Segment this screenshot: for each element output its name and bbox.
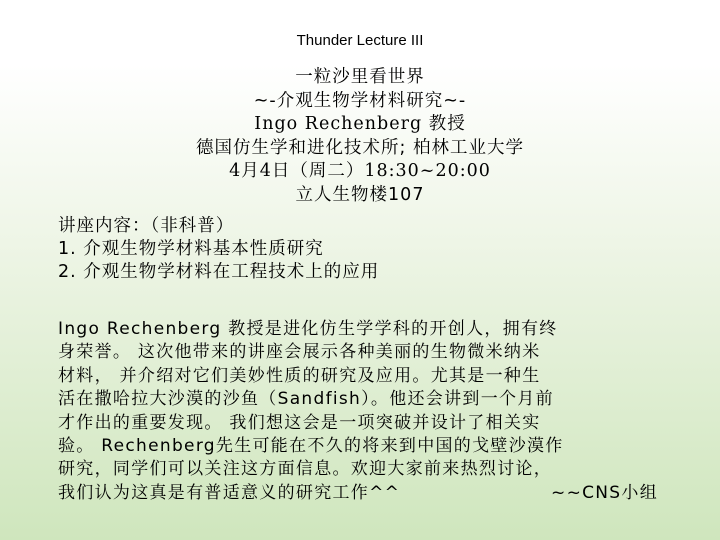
signature: ~~CNS小组 [551, 482, 658, 503]
description-line: 验。 Rechenberg先生可能在不久的将来到中国的戈壁沙漠作 [58, 436, 564, 457]
lecture-info [0, 66, 720, 207]
description-line: 材料， 并介绍对它们美妙性质的研究及应用。尤其是一种生 [58, 365, 541, 386]
description-line: Ingo Rechenberg 教授是进化仿生学学科的开创人，拥有终 [58, 319, 558, 339]
description-line: 才作出的重要发现。 我们想这会是一项突破并设计了相关实 [58, 412, 541, 433]
content-item-2: 2. 介观生物学材料在工程技术上的应用 [58, 262, 380, 282]
venue: 立人生物楼107 [295, 184, 425, 205]
speaker: Ingo Rechenberg 教授 [254, 114, 466, 134]
description-closing: 我们认为这真是有普适意义的研究工作^^ [58, 482, 401, 503]
description-line: 研究，同学们可以关注这方面信息。欢迎大家前来热烈讨论， [58, 459, 553, 480]
content-heading: 讲座内容：（非科普） [58, 216, 235, 236]
description-line: 活在撒哈拉大沙漠的沙鱼（Sandfish）。他还会讲到一个月前 [58, 389, 554, 410]
description-last-line [58, 482, 658, 505]
lecture-subtitle: ~-介观生物学材料研究~- [253, 90, 467, 111]
description [58, 318, 678, 505]
header-title: Thunder Lecture III [296, 32, 424, 49]
affiliation: 德国仿生学和进化技术所; 柏林工业大学 [196, 137, 524, 158]
lecture-title: 一粒沙里看世界 [295, 67, 425, 87]
content-section [58, 215, 698, 284]
description-line: 身荣誉。 这次他带来的讲座会展示各种美丽的生物微米纳米 [58, 342, 541, 363]
content-item-1: 1. 介观生物学材料基本性质研究 [58, 239, 324, 259]
datetime: 4月4日（周二）18:30~20:00 [229, 161, 491, 181]
